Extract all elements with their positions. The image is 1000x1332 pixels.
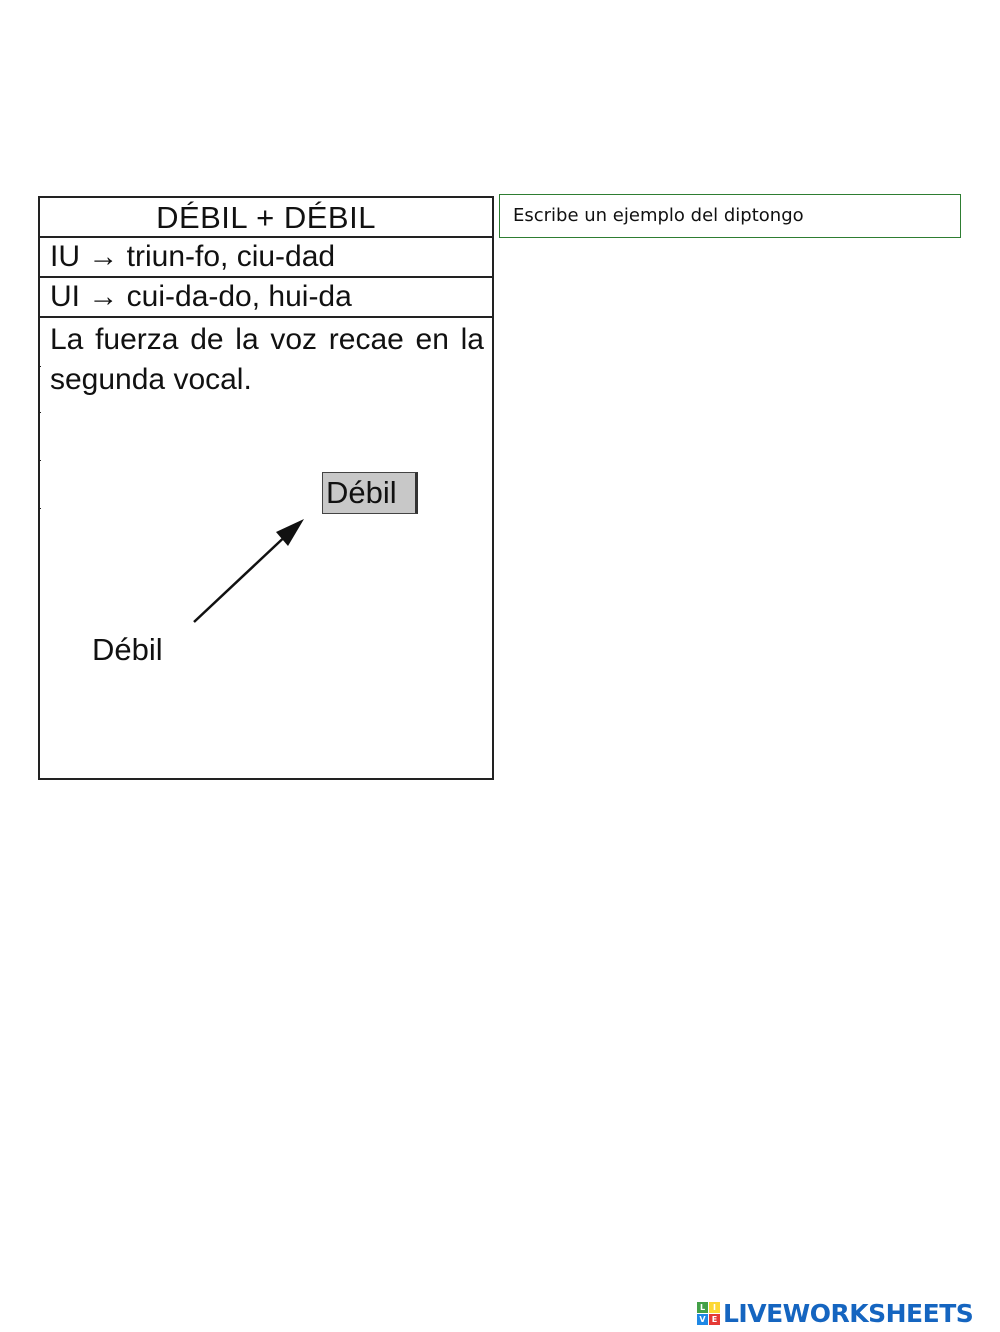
liveworksheets-logo-icon	[697, 1302, 720, 1325]
rule-description: La fuerza de la voz recae en la segunda vocal.	[50, 323, 484, 396]
answer-input[interactable]: Escribe un ejemplo del diptongo	[499, 194, 961, 238]
brand-name: LIVEWORKSHEETS	[723, 1298, 974, 1328]
logo-letter: L	[697, 1302, 708, 1313]
card-title: DÉBIL + DÉBIL	[40, 198, 492, 238]
arrow-debil-label: Débil	[92, 632, 163, 667]
logo-letter: E	[709, 1314, 720, 1325]
diptongo-card	[38, 196, 494, 780]
margin-tick	[38, 460, 41, 461]
arrow-icon	[180, 514, 310, 626]
margin-tick	[38, 412, 41, 413]
logo-letter: I	[709, 1302, 720, 1313]
example-row-ui: UI → cui-da-do, hui-da	[40, 278, 492, 318]
liveworksheets-brand	[697, 1297, 973, 1329]
example-row-iu: IU → triun-fo, ciu-dad	[40, 238, 492, 278]
highlighted-debil-label: Débil	[322, 472, 418, 514]
margin-tick	[38, 508, 41, 509]
margin-tick	[38, 366, 41, 367]
logo-letter: V	[697, 1314, 708, 1325]
